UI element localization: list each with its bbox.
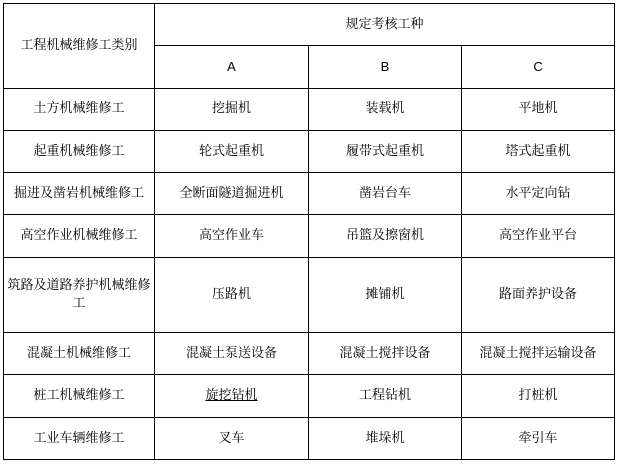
table-row [4, 417, 615, 459]
row-category: 桩工机械维修工 [4, 375, 155, 417]
table-row [4, 375, 615, 417]
row-category: 混凝土机械维修工 [4, 333, 155, 375]
row-cell-a: 轮式起重机 [155, 130, 309, 172]
row-cell-b: 履带式起重机 [309, 130, 462, 172]
row-cell-a: 叉车 [155, 417, 309, 459]
header-column-b: B [309, 46, 462, 88]
maintenance-worker-category-table [3, 3, 615, 460]
header-column-a: A [155, 46, 309, 88]
row-category: 筑路及道路养护机械维修工 [4, 257, 155, 332]
row-cell-a: 压路机 [155, 257, 309, 332]
row-cell-c: 平地机 [462, 88, 615, 130]
row-cell-a: 混凝土泵送设备 [155, 333, 309, 375]
row-cell-b: 工程钻机 [309, 375, 462, 417]
table-row [4, 257, 615, 332]
table-header-row-group [4, 4, 615, 46]
row-category: 土方机械维修工 [4, 88, 155, 130]
row-cell-c: 高空作业平台 [462, 215, 615, 257]
row-cell-b: 摊铺机 [309, 257, 462, 332]
row-cell-a: 全断面隧道掘进机 [155, 173, 309, 215]
header-group-label: 规定考核工种 [155, 4, 615, 46]
row-cell-c: 塔式起重机 [462, 130, 615, 172]
header-column-c: C [462, 46, 615, 88]
row-cell-c: 混凝土搅拌运输设备 [462, 333, 615, 375]
row-category: 工业车辆维修工 [4, 417, 155, 459]
table-row [4, 333, 615, 375]
table-row [4, 173, 615, 215]
header-category-label: 工程机械维修工类别 [4, 4, 155, 89]
row-cell-b: 堆垛机 [309, 417, 462, 459]
row-cell-b: 混凝土搅拌设备 [309, 333, 462, 375]
row-cell-a: 旋挖钻机 [155, 375, 309, 417]
table-row [4, 130, 615, 172]
table-row [4, 88, 615, 130]
row-cell-a: 挖掘机 [155, 88, 309, 130]
row-category: 起重机械维修工 [4, 130, 155, 172]
row-category: 高空作业机械维修工 [4, 215, 155, 257]
row-cell-c: 打桩机 [462, 375, 615, 417]
row-cell-c: 水平定向钻 [462, 173, 615, 215]
row-cell-b: 吊篮及擦窗机 [309, 215, 462, 257]
row-cell-b: 凿岩台车 [309, 173, 462, 215]
row-cell-a: 高空作业车 [155, 215, 309, 257]
row-category: 掘进及凿岩机械维修工 [4, 173, 155, 215]
row-cell-c: 牵引车 [462, 417, 615, 459]
table-row [4, 215, 615, 257]
row-cell-c: 路面养护设备 [462, 257, 615, 332]
row-cell-b: 装载机 [309, 88, 462, 130]
